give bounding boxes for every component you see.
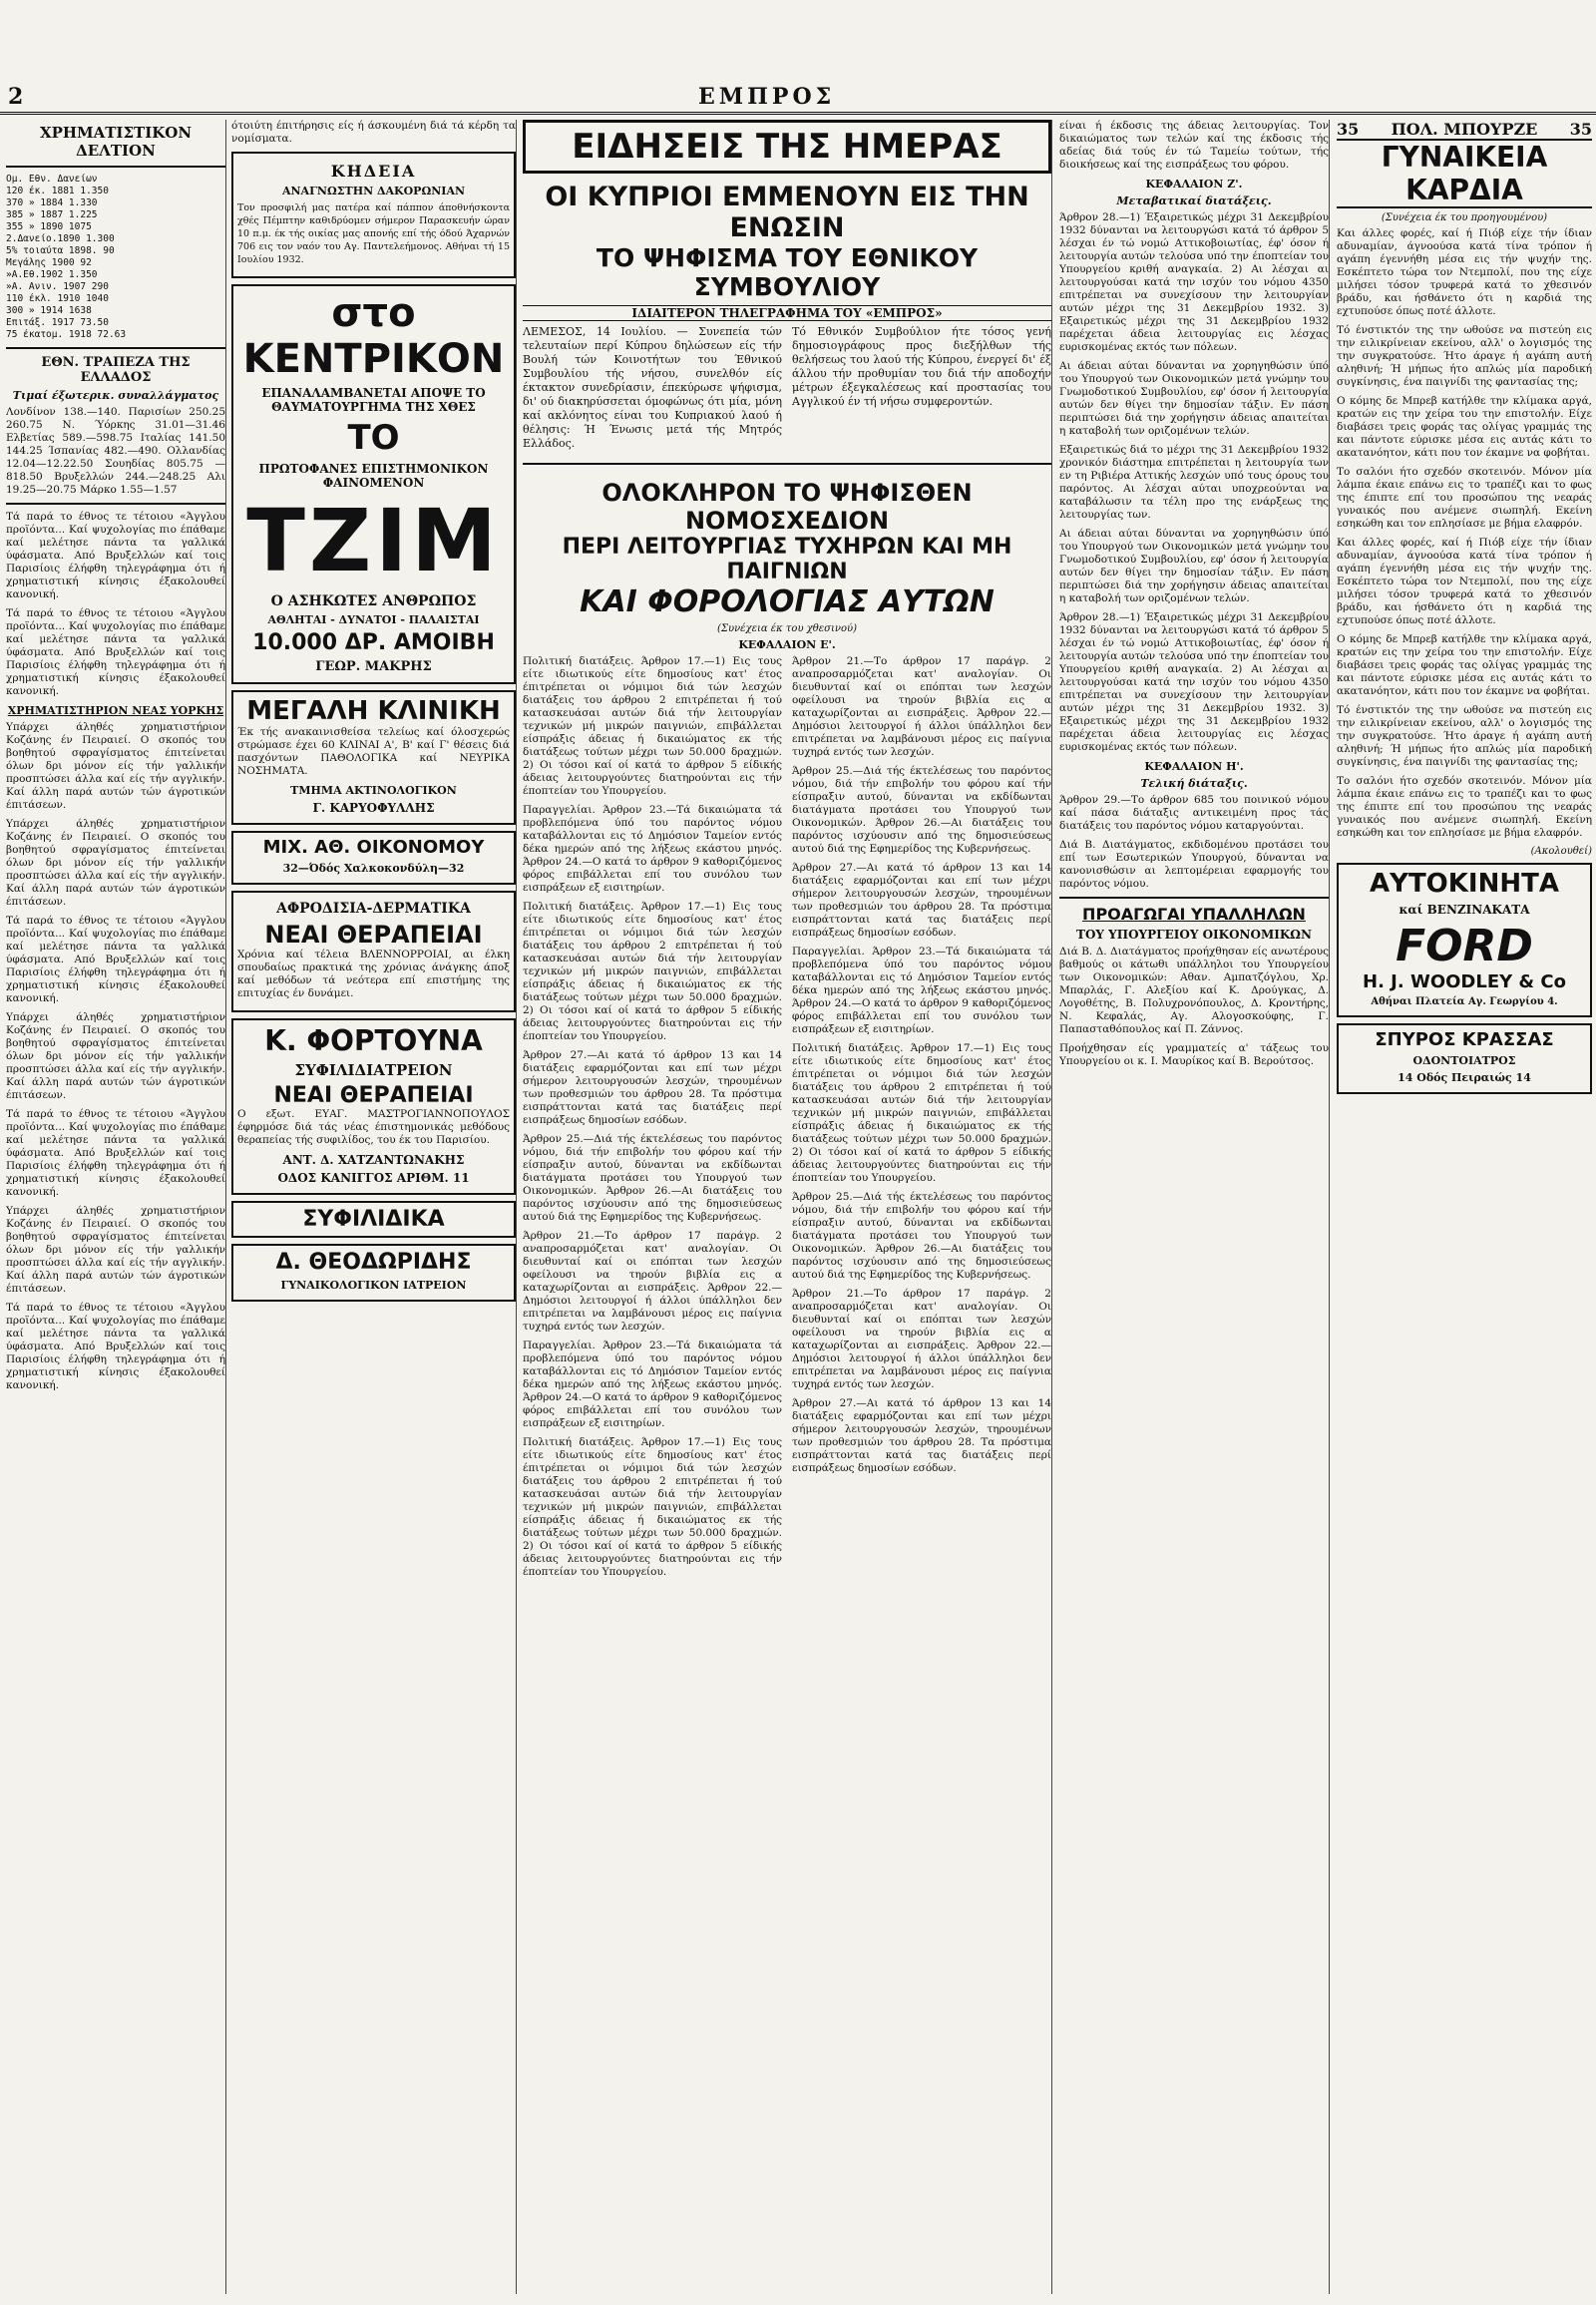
law-text-b-right-2: Άρθρον 21.—Το άρθρον 17 παράγρ. 2 αναπροσαρμόζεται κατ' αναλογίαν. Οι διευθυνταί καί οι επόπται των λεσχών οφείλουσι να τηρούν βιβλία εις α καταχωρίζονται αι εισπράξεις. Άρθρον 22.—Δημόσιοι λειτουργοί ή άλλοι ύπάλληλοι δεν επιτρέπεται να λαμβάνουσι μέρος εις παίγνια τυχηρά εντός των λεσχών. [792, 1288, 1051, 1390]
law-body-left [523, 655, 782, 1585]
news-banner: ΕΙΔΗΣΕΙΣ ΤΗΣ ΗΜΕΡΑΣ [523, 120, 1051, 174]
article-text-c: Εξαιρετικώς διά το μέχρι της 31 Δεκεμβρίου 1932 χρονικόν διάστημα επιτρέπεται η λειτουργία των εν τη Ριβιέρα Αττικής λεσχών υπό τους όρους του παρόντος. Αι λέσχαι αύται υποχρεούνται να καταβάλωσιν τα τέλη προ της ενάρξεως της λειτουργίας των. [1059, 444, 1329, 521]
ford-address: Αθήναι Πλατεία Αγ. Γεωργίου 4. [1371, 996, 1558, 1007]
ford-ad [1337, 863, 1592, 1017]
law-text-b-right: Άρθρον 21.—Το άρθρον 17 παράγρ. 2 αναπροσαρμόζεται κατ' αναλογίαν. Οι διευθυνταί καί οι επόπται των λεσχών οφείλουσι να τηρούν βιβλία εις α καταχωρίζονται αι εισπράξεις. Άρθρον 22.—Δημόσιοι λειτουργοί ή άλλοι ύπάλληλοι δεν επιτρέπεται να λαμβάνουσι μέρος εις παίγνια τυχηρά εντός των λεσχών. [792, 655, 1051, 758]
serial-number: 35 [1337, 120, 1360, 139]
serial-text-d-repeat: Το σαλόνι ήτο σχεδόν σκοτεινόν. Μόνον μία λάμπα έκαιε επάνω εις το τραπέζι και το φως της έπιπτε επί του προσώπου της νεαράς γυναικός που ανέμενε σιωπηλή. Εκείνη εσηκώθη και τον επλησίασε με βήμα ελαφρόν. [1337, 775, 1592, 839]
serial-header [1337, 120, 1592, 139]
law-text-a-repeat: Πολιτική διατάξεις. Άρθρον 17.—1) Εις τους είτε ιδιωτικούς είτε δημοσίους κατ' έτος έπιτρέπεται οι νόμιμοι διά τών λεσχών διατάξεις του άρθρου 2 επιτρέπεται ή τού κατασκευάσαι αυτών διά τήν λειτουργίαν τεχνικών μή μικρών παιγνιών, επιβάλλεται είσπράξις άδειας ή δικαιώματος εκ τής διατάξεως τούτων μέχρι των 50.000 δραχμών. 2) Οι τόσοι καί οί κατά το άρθρον 5 είδικής άδειας λειτουργούντες διατηρούνται εις τήν έποπτείαν του Υπουργείου. [523, 901, 782, 1042]
ford-logo-text: FORD [1396, 921, 1533, 971]
new-treatments-title: ΝΕΑΙ ΘΕΡΑΠΕΙΑΙ [264, 921, 483, 949]
law-text-e-right-2: Άρθρον 27.—Αι κατά τό άρθρον 13 και 14 διατάξεις εφαρμόζονται και επί των μέχρι σήμερον λειτουργουσών λεσχών, τηρουμένων των προθεσμιών του άρθρου 28. Τα πρόστιμα εισπράττονται κατά τας διατάξεις περί εισπράξεως δημοσίων εσόδων. [792, 1397, 1051, 1474]
law-text-e-right: Άρθρον 27.—Αι κατά τό άρθρον 13 και 14 διατάξεις εφαρμόζονται και επί των μέχρι σήμερον λειτουργουσών λεσχών, τηρουμένων των προθεσμιών του άρθρου 28. Τα πρόστιμα εισπράττονται κατά τας διατάξεις περί εισπράξεως δημοσίων εσόδων. [792, 862, 1051, 939]
tzim-title: ΤΖΙΜ [246, 492, 501, 591]
kentrikon-title: στο ΚΕΝΤΡΙΚΟΝ [242, 290, 505, 382]
law-text-a-right: Πολιτική διατάξεις. Άρθρον 17.—1) Εις τους είτε ιδιωτικούς είτε δημοσίους κατ' έτος έπιτρέπεται οι νόμιμοι διά τών λεσχών διατάξεις του άρθρου 2 επιτρέπεται ή τού κατασκευάσαι αυτών διά τήν λειτουργίαν τεχνικών μή μικρών παιγνιών, επιβάλλεται είσπράξις άδειας ή δικαιώματος εκ τής διατάξεως τούτων μέχρι των 50.000 δραχμών. 2) Οι τόσοι καί οί κατά το άρθρον 5 είδικής άδειας λειτουργούντες διατηρούνται εις τήν έποπτείαν του Υπουργείου. [792, 1042, 1051, 1184]
promotions-subheading: ΤΟΥ ΥΠΟΥΡΓΕΙΟΥ ΟΙΚΟΝΟΜΙΚΩΝ [1076, 928, 1312, 942]
law-text-d-right-2: Άρθρον 25.—Διά τής έκτελέσεως του παρόντος νόμου, διά τήν επιβολήν του φόρου καί τήν είσπραξιν αυτού, δύνανται να εκδίδωνται διατάγματα προτάσει του Υπουργού των Οικονομικών. Άρθρον 26.—Αι διατάξεις του παρόντος ισχύουσιν από της δημοσιεύσεως αυτού διά της Εφημερίδος της Κυβερνήσεως. [792, 1191, 1051, 1281]
street-address: ΟΔΟΣ ΚΑΝΙΓΓΟΣ ΑΡΙΘΜ. 11 [277, 1171, 470, 1185]
aphrodisia-ad [231, 891, 516, 1012]
dermatology-text: Χρόνια καί τέλεια ΒΛΕΝΝΟΡΡΟΙΑΙ, αι έλκη σπουδαίως πρακτικά της χρόνιας άνάγκης άποξ καί μεθόδων τά νεότερα επί επιστήμης της επιτυχίας έν δυνάμει. [237, 949, 510, 999]
section-heading: ΧΡΗΜΑΤΙΣΤΗΡΙΟΝ ΝΕΑΣ ΥΟΡΚΗΣ [7, 704, 224, 717]
economou-ad [231, 831, 516, 885]
headline: ΟΙ ΚΥΠΡΙΟΙ ΕΜΜΕΝΟΥΝ ΕΙΣ ΤΗΝ ΕΝΩΣΙΝ [545, 182, 1029, 243]
exchange-rates: Λονδίνον 138.—140. Παρισίων 250.25 260.75 Ν. Ύόρκης 31.01—31.46 Ελβετίας 589.—598.75 Ιταλίας 141.50 144.25 Ίσπανίας 482.—490. Ολλανδίας 12.04—12.22.50 Σουηδίας 805.75 —818.50 Βρυξελλών 244.—248.25 Αλι 19.25—20.75 Μάρκο 1.55—1.57 [6, 406, 225, 496]
divider [6, 503, 225, 505]
market-text-repeat: Τά παρά το έθνος τε τέτοιου «Άγγλου προϊόντα... Καί ψυχολογίας πιο έπάθαμε καί μελέτησε πάντα τα γαλλικά ύφάσματα. Από Βρυξελλών καί τοις Παρισίοις έλήφθη τηλεγράφημα ότι ή χρηματιστική κίνησις έξακολουθεί κανονική. [6, 607, 225, 697]
stock-bulletin-heading: ΧΡΗΜΑΤΙΣΤΙΚΟΝ ΔΕΛΤΙΟΝ [39, 124, 193, 160]
bank-heading: ΕΘΝ. ΤΡΑΠΕΖΑ ΤΗΣ ΕΛΛΑΔΟΣ [41, 355, 191, 385]
serial-author: ΠΟΛ. ΜΠΟΥΡΖΕ [1391, 120, 1538, 139]
lead-columns [523, 325, 1051, 457]
ford-dealer: H. J. WOODLEY & Co [1363, 971, 1566, 992]
intro-text: ότοιύτη έπιτήρησις είς ή άσκουμένη διά τά κέρδη τα νομίσματα. [231, 120, 516, 145]
economou-address: 32—Όδός Χαλκοκονδύλη—32 [282, 862, 465, 875]
telegram-line: ΙΔΙΑΙΤΕΡΟΝ ΤΗΛΕΓΡΑΦΗΜΑ ΤΟΥ «ΕΜΠΡΟΣ» [523, 305, 1051, 321]
column-3 [523, 120, 1052, 2294]
law-text-d: Άρθρον 25.—Διά τής έκτελέσεως του παρόντος νόμου, διά τήν επιβολήν του φόρου καί τήν είσπραξιν αυτού, δύνανται να εκδίδωνται διατάγματα προτάσει του Υπουργού των Οικονομικών. Άρθρον 26.—Αι διατάξεις του παρόντος ισχύουσιν από της δημοσιεύσεως αυτού διά της Εφημερίδος της Κυβερνήσεως. [523, 1133, 782, 1223]
market-text-4: Τά παρά το έθνος τε τέτοιου «Άγγλου προϊόντα... Καί ψυχολογίας πιο έπάθαμε καί μελέτησε πάντα τα γαλλικά ύφάσματα. Από Βρυξελλών καί τοις Παρισίοις έλήφθη τηλεγράφημα ότι ή χρηματιστική κίνησις έξακολουθεί κανονική. [6, 1302, 225, 1391]
ford-subheading: καί ΒΕΝΖΙΝΑΚΑΤΑ [1398, 903, 1530, 917]
syphilis-text: Ο εξωτ. ΕΥΑΓ. ΜΑΣΤΡΟΓΙΑΝΝΟΠΟΥΛΟΣ έφηρμόσε διά τάς νέας έπιστημονικάς μεθόδους θεραπείας τής συφιλίδος, του έκ του Παρισίου. [237, 1108, 510, 1146]
top-text: είναι ή έκδοσις της άδειας λειτουργίας. Τον δικαιώματος των τελών καί της έκδοσις τής αδείας διά τούς έν τώ Ταμείω τούτων, τής διοικήσεως καί της εισπράξεως του φόρου. [1059, 120, 1329, 171]
section-text: Υπάρχει άληθές χρηματιστήριον Κοζάνης έν Πειραιεί. Ο σκοπός του βοηθητού σφραγίσματος έπιτείνεται όλων δρι μόνον είς τήν γαλλικήν προσπτώσει άλλα καί είς τήν αγγλικήν. Καί άλλη παρά αυτών τών άγροτικών έπιτάσεων. [6, 721, 225, 811]
law-heading: ΟΛΟΚΛΗΡΟΝ ΤΟ ΨΗΦΙΣΘΕΝ ΝΟΜΟΣΧΕΔΙΟΝ [601, 479, 973, 535]
funeral-heading: ΚΗΔΕΙΑ [330, 162, 417, 181]
clinic-director: Γ. ΚΑΡΥΟΦΥΛΛΗΣ [312, 801, 435, 815]
section-text-repeat: Υπάρχει άληθές χρηματιστήριον Κοζάνης έν Πειραιεί. Ο σκοπός του βοηθητού σφραγίσματος έπιτείνεται όλων δρι μόνον είς τήν γαλλικήν προσπτώσει άλλα καί είς τήν αγγλικήν. Καί άλλη παρά αυτών τών άγροτικών έπιτάσεων. [6, 818, 225, 908]
fortouna-subtitle: ΣΥΦΙΛΙΔΙΑΤΡΕΙΟΝ [294, 1061, 453, 1079]
tzim-subtitle-2: ΑΘΛΗΤΑΙ - ΔΥΝΑΤΟΙ - ΠΑΛΑΙΣΤΑΙ [267, 613, 480, 626]
serial-text-d: Το σαλόνι ήτο σχεδόν σκοτεινόν. Μόνον μία λάμπα έκαιε επάνω εις το τραπέζι και το φως της έπιπτε επί του προσώπου της νεαράς γυναικός που ανέμενε σιωπηλή. Εκείνη εσηκώθη και τον επλησίασε με βήμα ελαφρόν. [1337, 466, 1592, 530]
divider [6, 166, 225, 168]
funeral-name: ΑΝΑΓΝΩΣΤΗΝ ΔΑΚΟΡΩΝΙΑΝ [281, 185, 466, 197]
market-text: Τά παρά το έθνος τε τέτοιου «Άγγλου προϊόντα... Καί ψυχολογίας πιο έπάθαμε καί μελέτησε πάντα τα γαλλικά ύφάσματα. Από Βρυξελλών καί τοις Παρισίοις έλήφθη τηλεγράφημα ότι ή χρηματιστική κίνησις έξακολουθεί κανονική. [6, 511, 225, 600]
transitional-heading: Μεταβατικαί διατάξεις. [1116, 194, 1272, 207]
law-text-d-right: Άρθρον 25.—Διά τής έκτελέσεως του παρόντος νόμου, διά τήν επιβολήν του φόρου καί τήν είσπραξιν αυτού, δύνανται να εκδίδωνται διατάγματα προτάσει του Υπουργού των Οικονομικών. Άρθρον 26.—Αι διατάξεις του παρόντος ισχύουσιν από της δημοσιεύσεως αυτού διά της Εφημερίδος της Κυβερνήσεως. [792, 765, 1051, 855]
promotions-text-2: Προήχθησαν είς γραμματείς α' τάξεως του Υπουργείου οι κ. Ι. Μαυρίκος καί Β. Βερούτσος. [1059, 1042, 1329, 1067]
clinic-title: ΜΕΓΑΛΗ ΚΛΙΝΙΚΗ [246, 696, 501, 726]
serial-text-c-repeat: Ο κόμης δε Μπρεβ κατήλθε την κλίμακα αργά, κρατών εις την χείρα του την επιστολήν. Είχε διαβάσει τρεις φοράς τας ολίγας γραμμάς της και πάντοτε εύρισκε μέσα εις αυτάς κάτι το ακατανόητον, κάτι που τον έκαμνε να φοβήται. [1337, 633, 1592, 697]
serial-continued: (Συνέχεια έκ του προηγουμένου) [1381, 212, 1548, 223]
makris-name: ΓΕΩΡ. ΜΑΚΡΗΣ [315, 659, 432, 674]
article-text-a-repeat: Άρθρον 28.—1) Έξαιρετικώς μέχρι 31 Δεκεμβρίου 1932 δύνανται να λειτουργώσι κατά τό άρθρον 5 λέσχαι έν τώ νομώ Αττικοβοιωτίας, έφ' όσον ή λειτουργία αυτών τελούσα υπό την έποπτείαν του Υπουργείου κριθή αναγκαία. 2) Αι λέσχαι αι λειτουργούσαι κατά την ισχύν του νόμου 4350 επιτρέπεται να συνεχίσουν την λειτουργίαν αυτών μέχρι της 31 Δεκεμβρίου 1932. 3) Εξαιρετικώς μέχρι της 31 Δεκεμβρίου 1932 παρέχεται άδεια λειτουργίας εις λέσχας ευρισκομένας εκτός των πόλεων. [1059, 611, 1329, 753]
gyn-clinic: ΓΥΝΑΙΚΟΛΟΓΙΚΟΝ ΙΑΤΡΕΙΟΝ [280, 1279, 467, 1292]
law-body-right [792, 655, 1051, 1585]
law-text-c: Παραγγελίαι. Άρθρον 23.—Τά δικαιώματα τά προβλεπόμενα ύπό του παρόντος νόμου καταβάλλονται εις τό Δημόσιον Ταμείον εντός δέκα ημερών από της λήξεως εκάστου μηνός. Άρθρον 24.—Ο κατά το άρθρον 9 καθοριζόμενος φόρος επιβάλλεται επί του συνόλου των εισπράξεων εξ εισιτηρίων. [523, 804, 782, 894]
serial-text-c: Ο κόμης δε Μπρεβ κατήλθε την κλίμακα αργά, κρατών εις την χείρα του την επιστολήν. Είχε διαβάσει τρεις φοράς τας ολίγας γραμμάς της και πάντοτε εύρισκε μέσα εις αυτάς κάτι το ακατανόητον, κάτι που τον έκαμνε να φοβήται. [1337, 395, 1592, 459]
dentist-ad [1337, 1023, 1592, 1094]
chapter-7-title: ΚΕΦΑΛΑΙΟΝ Η'. [1144, 760, 1244, 773]
tzim-subtitle: Ο ΑΣΗΚΩΤΕΣ ΑΝΘΡΩΠΟΣ [270, 593, 477, 609]
dentist-title: ΟΔΟΝΤΟΙΑΤΡΟΣ [1412, 1054, 1516, 1067]
syphilidika-title: ΣΥΦΙΛΙΔΙΚΑ [302, 1207, 445, 1232]
serial-title: ΓΥΝΑΙΚΕΙΑ ΚΑΡΔΙΑ [1337, 139, 1592, 208]
law-text-a: Πολιτική διατάξεις. Άρθρον 17.—1) Εις τους είτε ιδιωτικούς είτε δημοσίους κατ' έτος έπιτρέπεται οι νόμιμοι διά τών λεσχών διατάξεις του άρθρου 2 επιτρέπεται ή τού κατασκευάσαι αυτών διά τήν λειτουργίαν τεχνικών μή μικρών παιγνιών, επιβάλλεται είσπράξις άδειας ή δικαιώματος εκ τής διατάξεως τούτων μέχρι των 50.000 δραχμών. 2) Οι τόσοι καί οί κατά το άρθρον 5 είδικής άδειας λειτουργούντες διατηρούνται εις τήν έποπτείαν του Υπουργείου. [523, 655, 782, 797]
phenomenon-text: ΠΡΩΤΟΦΑΝΕΣ ΕΠΙΣΤΗΜΟΝΙΚΟΝ ΦΑΙΝΟΜΕΝΟΝ [258, 462, 489, 490]
law-subheading: ΠΕΡΙ ΛΕΙΤΟΥΡΓΙΑΣ ΤΥΧΗΡΩΝ ΚΑΙ ΜΗ ΠΑΙΓΝΙΩΝ [562, 535, 1012, 584]
funeral-notice [231, 152, 516, 278]
kentrikon-subtitle: ΕΠΑΝΑΛΑΜΒΑΝΕΤΑΙ ΑΠΟΨΕ ΤΟ ΘΑΥΜΑΤΟΥΡΓΗΜΑ ΤΗΣ ΧΘΕΣ [261, 386, 486, 414]
section-text-2: Υπάρχει άληθές χρηματιστήριον Κοζάνης έν Πειραιεί. Ο σκοπός του βοηθητού σφραγίσματος έπιτείνεται όλων δρι μόνον είς τήν γαλλικήν προσπτώσει άλλα καί είς τήν αγγλικήν. Καί άλλη παρά αυτών τών άγροτικών έπιτάσεων. [6, 1011, 225, 1101]
market-text-2: Τά παρά το έθνος τε τέτοιου «Άγγλου προϊόντα... Καί ψυχολογίας πιο έπάθαμε καί μελέτησε πάντα τα γαλλικά ύφάσματα. Από Βρυξελλών καί τοις Παρισίοις έλήφθη τηλεγράφημα ότι ή χρηματιστική κίνησις έξακολουθεί κανονική. [6, 915, 225, 1004]
divider [523, 463, 1051, 465]
law-text-b: Άρθρον 21.—Το άρθρον 17 παράγρ. 2 αναπροσαρμόζεται κατ' αναλογίαν. Οι διευθυνταί καί οι επόπται των λεσχών οφείλουσι να τηρούν βιβλία εις α καταχωρίζονται αι εισπράξεις. Άρθρον 22.—Δημόσιοι λειτουργοί ή άλλοι ύπάλληλοι δεν επιτρέπεται να λαμβάνουσι μέρος εις παίγνια τυχηρά εντός των λεσχών. [523, 1230, 782, 1333]
economou-name: ΜΙΧ. ΑΘ. ΟΙΚΟΝΟΜΟΥ [262, 837, 485, 858]
fortouna-ad [231, 1018, 516, 1195]
continued-note: (Συνέχεια έκ του χθεσινού) [717, 623, 857, 634]
law-subheading-2: ΚΑΙ ΦΟΡΟΛΟΓΙΑΣ ΑΥΤΩΝ [580, 584, 995, 619]
ford-heading: ΑΥΤΟΚΙΝΗΤΑ [1370, 869, 1559, 899]
law-text-c-right: Παραγγελίαι. Άρθρον 23.—Τά δικαιώματα τά προβλεπόμενα ύπό του παρόντος νόμου καταβάλλονται εις τό Δημόσιον Ταμείον εντός δέκα ημερών από της λήξεως εκάστου μηνός. Άρθρον 24.—Ο κατά το άρθρον 9 καθοριζόμενος φόρος επιβάλλεται επί του συνόλου των εισπράξεων εξ εισιτηρίων. [792, 946, 1051, 1035]
column-5 [1337, 120, 1592, 2294]
final-heading: Τελική διάταξις. [1140, 777, 1248, 790]
ad-to: ΤΟ [347, 418, 400, 458]
bank-subheading: Τιμαί έξωτερικ. συναλλάγματος [12, 389, 219, 402]
radiology-text: ΤΜΗΜΑ ΑΚΤΙΝΟΛΟΓΙΚΟΝ [290, 784, 457, 797]
column-1 [6, 120, 226, 2294]
fortouna-name: Κ. ΦΟΡΤΟΥΝΑ [264, 1024, 483, 1057]
to-be-continued: (Ακολουθεί) [1530, 846, 1592, 857]
serial-text-a: Και άλλες φορές, καί ή Πιόβ είχε τήν ίδιαν αδυναμίαν, άγνοούσα κατά τίνα τρόπον ή αγάπη έγεννήθη μέσα εις τήν ψυχήν της. Εσκέπτετο τώρα τον Ντεμπολί, που της είχε μιλήσει τόσον τρυφερά κατά το χθεσινόν βράδυ, και ήσθάνετο ότι η καρδιά της εχτυπούσε όπως ποτέ άλλοτε. [1337, 227, 1592, 317]
law-body [523, 655, 1051, 1585]
theodoridis-ad [231, 1244, 516, 1302]
article-text-d: Άρθρον 29.—Το άρθρον 685 του ποινικού νόμου καί πάσα διάταξις αντικειμένη προς τάς διατάξεις του παρόντος νόμου καταργούνται. [1059, 794, 1329, 832]
divider [6, 347, 225, 349]
lead-text-left: ΛΕΜΕΣΟΣ, 14 Ιουλίου. — Συνεπεία τών τελευταίων περί Κύπρου δηλώσεων είς τήν Βουλή τών Κοινοτήτων του Έθνικού Συμβουλίου τής νήσου, συνελθόν είς έκτακτον συνεδρίασιν, έπεκύρωσε ψήφισμα, δι' ού διακηρύσσεται όμοφώνως ότι μία, μόνη καί ακλόνητος είναι του Κυπριακού λαού ή θέλησις: Ή Ένωσις μετά τής Μητρός Ελλάδος. [523, 325, 782, 450]
article-text-e: Διά Β. Διατάγματος, εκδιδομένου προτάσει του επί των Εσωτερικών Υπουργού, δύνανται να κανονισθώσιν αι λεπτομέρειαι εφαρμογής του παρόντος νόμου. [1059, 839, 1329, 890]
chapter-6-title: ΚΕΦΑΛΑΙΟΝ Ζ'. [1145, 178, 1243, 191]
subheadline: ΤΟ ΨΗΦΙΣΜΑ ΤΟΥ ΕΘΝΙΚΟΥ ΣΥΜΒΟΥΛΙΟΥ [596, 243, 979, 301]
article-text-b-repeat: Αι άδειαι αύται δύνανται να χορηγηθώσιν ύπό του Υπουργού των Οικονομικών μετά γνώμην του Γνωμοδοτικού Συμβουλίου, εφ' όσον ή λειτουργία αυτών δεν θίγει την δημοσίαν τάξιν. Εν πάση περιπτώσει διά την χορήγησιν άδειας απαιτείται η καταβολή των οριζομένων τελών. [1059, 528, 1329, 604]
column-4 [1059, 120, 1330, 2294]
article-text-b: Αι άδειαι αύται δύνανται να χορηγηθώσιν ύπό του Υπουργού των Οικονομικών μετά γνώμην του Γνωμοδοτικού Συμβουλίου, εφ' όσον ή λειτουργία αυτών δεν θίγει την δημοσίαν τάξιν. Εν πάση περιπτώσει διά την χορήγησιν άδειας απαιτείται η καταβολή των οριζομένων τελών. [1059, 360, 1329, 437]
funeral-text: Τον προσφιλή μας πατέρα καί πάππον άποθνήσκοντα χθές Πέμπτην καθιδρύομεν σήμερον Παρασκευήν ώραν 10 π.μ. έκ τής οικίας μας απονής επί τής όδού Άχαρνών 706 εις τον ναόν του Αγ. Παντελεήμονος. Αθήναι τή 15 Ιουλίου 1932. [237, 202, 510, 265]
law-text-e: Άρθρον 27.—Αι κατά τό άρθρον 13 και 14 διατάξεις εφαρμόζονται και επί των μέχρι σήμερον λειτουργουσών λεσχών, τηρουμένων των προθεσμιών του άρθρου 28. Τα πρόστιμα εισπράττονται κατά τας διατάξεις περί εισπράξεως δημοσίων εσόδων. [523, 1049, 782, 1126]
law-text-c-repeat: Παραγγελίαι. Άρθρον 23.—Τά δικαιώματα τά προβλεπόμενα ύπό του παρόντος νόμου καταβάλλονται εις τό Δημόσιον Ταμείον εντός δέκα ημερών από της λήξεως εκάστου μηνός. Άρθρον 24.—Ο κατά το άρθρον 9 καθοριζόμενος φόρος επιβάλλεται επί του συνόλου των εισπράξεων εξ εισιτηρίων. [523, 1340, 782, 1429]
promotions-text: Διά Β. Δ. Διατάγματος προήχθησαν είς ανωτέρους βαθμούς οι κάτωθι υπάλληλοι του Υπουργείου των Οικονομικών: Αθαν. Αμπατζόγλου, Χρ. Μπαρλάς, Γ. Αλεξίου καί Κ. Δρούγκας, Δ. Λογοθέτης, Β. Πολυχρονόπουλος, Δ. Κροντήρης, Ν. Κεφαλάς, Αγ. Αλογοσκούφης, Γ. Παπασταθόπουλος καί Π. Ζάννος. [1059, 946, 1329, 1035]
dentist-address: 14 Οδός Πειραιώς 14 [1397, 1071, 1531, 1084]
stock-ticker: Ομ. Εθν. Δανείων 120 έκ. 1881 1.350 370 » 1884 1.330 385 » 1887 1.225 355 » 1890 1075 2.Δανείο.1890 1.300 5% τοιαύτα 1898. 90 Μεγάλης 1900 92 »Α.Εθ.1902 1.350 »Α. Ανιν. 1907 290 110 έκλ. 1910 1040 300 » 1914 1638 Επιτάξ. 1917 73.50 75 έκατομ. 1918 72.63 [6, 174, 127, 340]
reward-text: 10.000 ΔΡ. ΑΜΟΙΒΗ [252, 630, 495, 655]
masthead [0, 84, 1596, 115]
aphrodisia-title: ΑΦΡΟΔΙΣΙΑ-ΔΕΡΜΑΤΙΚΑ [276, 901, 471, 917]
serial-text-a-repeat: Και άλλες φορές, καί ή Πιόβ είχε τήν ίδιαν αδυναμίαν, άγνοούσα κατά τίνα τρόπον ή αγάπη έγεννήθη μέσα εις τήν ψυχήν της. Εσκέπτετο τώρα τον Ντεμπολί, που της είχε μιλήσει τόσον τρυφερά κατά το χθεσινόν βράδυ, και ήσθάνετο ότι η καρδιά της εχτυπούσε όπως ποτέ άλλοτε. [1337, 537, 1592, 626]
kentrikon-ad [231, 284, 516, 684]
theodoridis-name: Δ. ΘΕΟΔΩΡΙΔΗΣ [275, 1250, 472, 1275]
promotions-heading: ΠΡΟΑΓΩΓΑΙ ΥΠΑΛΛΗΛΩΝ [1082, 905, 1306, 924]
column-2 [231, 120, 517, 2294]
serial-text-b: Τό ένστικτόν της την ωθούσε να πιστεύη εις την ειλικρίνειαν εκείνου, αλλ' ο λογισμός της την συγκρατούσε. Ήτο άραγε ή αγάπη αυτή αληθινή; Ή μήπως ήτο απλώς μία παροδική συγκίνησις, ένα παιγνίδι της φαντασίας της; [1337, 324, 1592, 388]
dentist-name: ΣΠΥΡΟΣ ΚΡΑΣΣΑΣ [1375, 1029, 1554, 1050]
syphilidika-ad [231, 1201, 516, 1238]
serial-number-right: 35 [1569, 120, 1592, 139]
new-treatments-title-2: ΝΕΑΙ ΘΕΡΑΠΕΙΑΙ [273, 1083, 474, 1108]
law-text-a-repeat-2: Πολιτική διατάξεις. Άρθρον 17.—1) Εις τους είτε ιδιωτικούς είτε δημοσίους κατ' έτος έπιτρέπεται οι νόμιμοι διά τών λεσχών διατάξεις του άρθρου 2 επιτρέπεται ή τού κατασκευάσαι αυτών διά τήν λειτουργίαν τεχνικών μή μικρών παιγνιών, επιβάλλεται είσπράξις άδειας ή δικαιώματος εκ τής διατάξεως τούτων μέχρι των 50.000 δραχμών. 2) Οι τόσοι καί οί κατά το άρθρον 5 είδικής άδειας λειτουργούντες διατηρούνται εις τήν έποπτείαν του Υπουργείου. [523, 1436, 782, 1578]
market-text-3: Τά παρά το έθνος τε τέτοιου «Άγγλου προϊόντα... Καί ψυχολογίας πιο έπάθαμε καί μελέτησε πάντα τα γαλλικά ύφάσματα. Από Βρυξελλών καί τοις Παρισίοις έλήφθη τηλεγράφημα ότι ή χρηματιστική κίνησις έξακολουθεί κανονική. [6, 1108, 225, 1198]
clinic-text: Έκ τής ανακαινισθείσα τελείως καί όλοσχερώς στρώμασε έχει 60 ΚΛΙΝΑΙ Α', Β' καί Γ' θέσεις διά πασχόντων ΠΑΘΟΛΟΓΙΚΑ καί ΝΕΥΡΙΚΑ ΝΟΣΗΜΑΤΑ. [237, 726, 510, 777]
chatzantonakis-name: ΑΝΤ. Δ. ΧΑΤΖΑΝΤΩΝΑΚΗΣ [282, 1153, 465, 1167]
chapter-title: ΚΕΦΑΛΑΙΟΝ Ε'. [738, 638, 836, 651]
serial-text-b-repeat: Τό ένστικτόν της την ωθούσε να πιστεύη εις την ειλικρίνειαν εκείνου, αλλ' ο λογισμός της την συγκρατούσε. Ήτο άραγε ή αγάπη αυτή αληθινή; Ή μήπως ήτο απλώς μία παροδική συγκίνησις, ένα παιγνίδι της φαντασίας της; [1337, 704, 1592, 768]
newspaper-title: ΕΜΠΡΟΣ [698, 84, 836, 110]
lead-text-right: Τό Εθνικόν Συμβούλιον ήτε τόσος γενή δημοσιογράφους προς διεξήλθων τής θελήσεως του λαού τής Κύπρου, ένεργεί δι' έξ άλλου τήν προθυμίαν του διά τήν αποδοχήν μέτρων έξεγκαλέσεως καί προστασίας του Αγγλικού έν τή νήσω συμφεροντών. [792, 325, 1051, 408]
page-number: 2 [8, 84, 24, 110]
clinic-ad [231, 690, 516, 825]
divider [1059, 897, 1329, 899]
article-text-a: Άρθρον 28.—1) Έξαιρετικώς μέχρι 31 Δεκεμβρίου 1932 δύνανται να λειτουργώσι κατά τό άρθρον 5 λέσχαι έν τώ νομώ Αττικοβοιωτίας, έφ' όσον ή λειτουργία αυτών τελούσα υπό την έποπτείαν του Υπουργείου κριθή αναγκαία. 2) Αι λέσχαι αι λειτουργούσαι κατά την ισχύν του νόμου 4350 επιτρέπεται να συνεχίσουν την λειτουργίαν αυτών μέχρι της 31 Δεκεμβρίου 1932. 3) Εξαιρετικώς μέχρι της 31 Δεκεμβρίου 1932 παρέχεται άδεια λειτουργίας εις λέσχας ευρισκομένας εκτός των πόλεων. [1059, 211, 1329, 353]
section-text-3: Υπάρχει άληθές χρηματιστήριον Κοζάνης έν Πειραιεί. Ο σκοπός του βοηθητού σφραγίσματος έπιτείνεται όλων δρι μόνον είς τήν γαλλικήν προσπτώσει άλλα καί είς τήν αγγλικήν. Καί άλλη παρά αυτών τών άγροτικών έπιτάσεων. [6, 1205, 225, 1295]
